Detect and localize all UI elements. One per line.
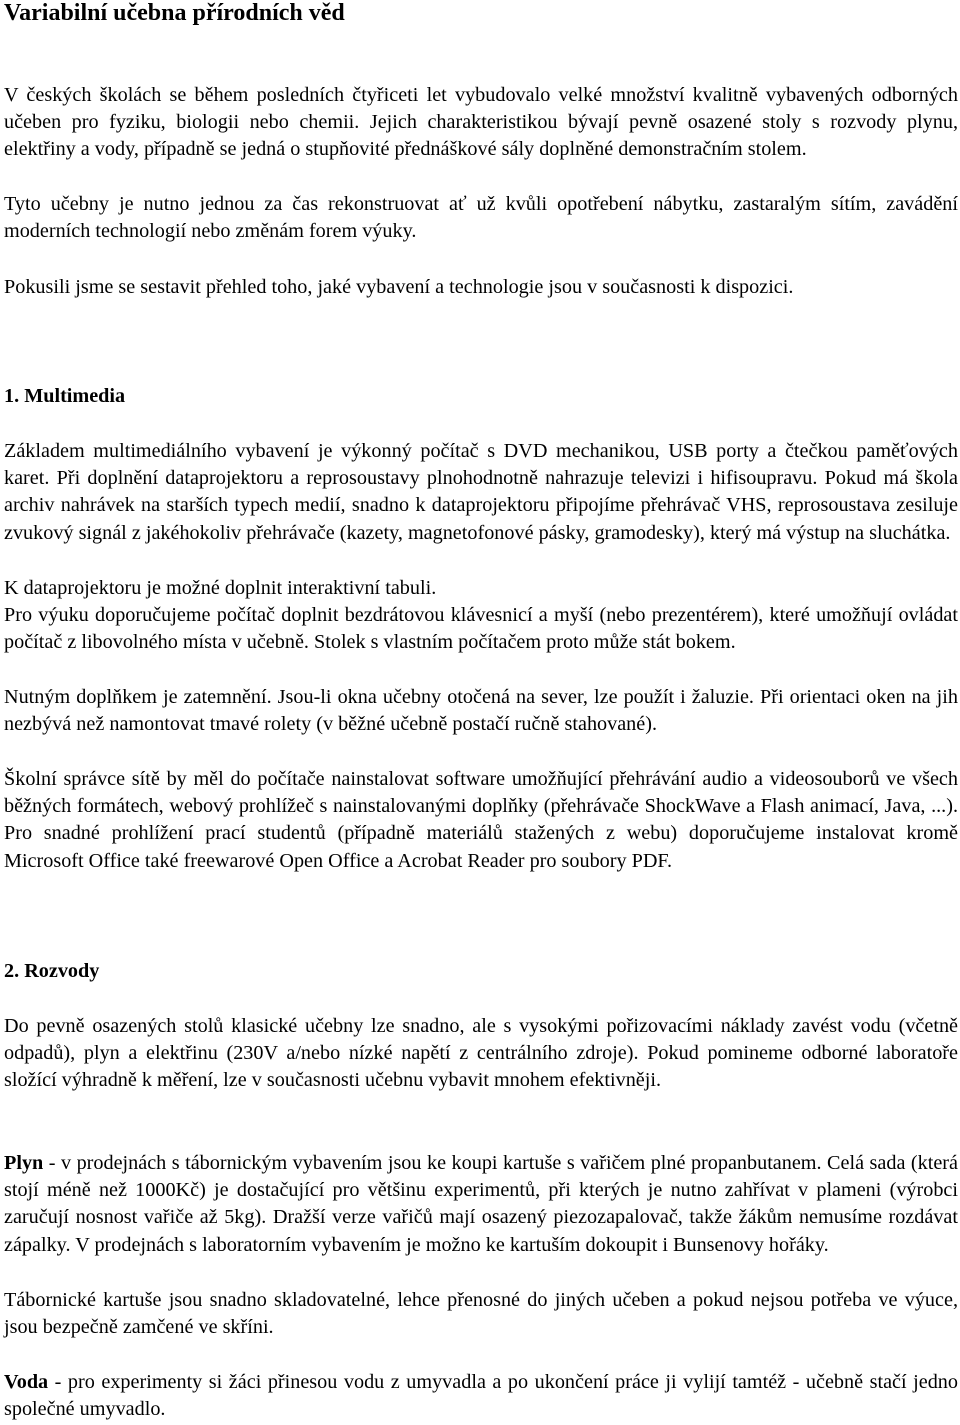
multimedia-paragraph-2: K dataprojektoru je možné doplnit interaktivní tabuli. [4, 577, 437, 599]
plyn-paragraph [4, 1150, 958, 1259]
rozvody-paragraph-1: Do pevně osazených stolů klasické učebny lze snadno, ale s vysokými pořizovacími náklady zavést vodu (včetně odpadů), plyn a elektřinu (230V a/nebo nízké napětí z centrálního zdroje). Pokud pomineme odborné laboratoře složící výhradně k měření, lze v současnosti učebnu vybavit mnohem efektivněji. [4, 1015, 958, 1092]
section-heading-multimedia: 1. Multimedia [4, 385, 126, 407]
voda-paragraph [4, 1369, 958, 1423]
voda-term: Voda [4, 1371, 49, 1393]
multimedia-paragraph-4: Nutným doplňkem je zatemnění. Jsou-li okna učebny otočená na sever, lze použít i žaluzie. Při orientaci oken na jih nezbývá než namontovat tmavé rolety (v běžné učebně postačí ručně stahované). [4, 686, 958, 736]
intro-paragraph-2: Tyto učebny je nutno jednou za čas rekonstruovat ať už kvůli opotřebení nábytku, zastaralým sítím, zavádění moderních technologií nebo změnám forem výuky. [4, 193, 958, 243]
plyn-term: Plyn [4, 1152, 44, 1174]
page-title: Variabilní učebna přírodních věd [4, 0, 345, 26]
plyn-paragraph-2: Tábornické kartuše jsou snadno skladovatelné, lehce přenosné do jiných učeben a pokud nejsou potřeba ve výuce, jsou bezpečně zamčené ve skříni. [4, 1289, 958, 1339]
voda-text: - pro experimenty si žáci přinesou vodu z umyvadla a po ukončení práce ji vylijí tamtéž - učebně stačí jedno společné umyvadlo. [4, 1371, 958, 1421]
multimedia-paragraph-3: Pro výuku doporučujeme počítač doplnit bezdrátovou klávesnicí a myší (nebo prezentérem), které umožňují ovládat počítač z libovolného místa v učebně. Stolek s vlastním počítačem proto může stát bokem. [4, 604, 958, 654]
plyn-text: - v prodejnách s tábornickým vybavením jsou ke koupi kartuše s vařičem plné propanbutanem. Celá sada (která stojí méně než 1000Kč) je dostačující pro většinu experimentů, při kterých je nutno zahřívat v plameni (výrobci zaručují nosnost vařiče až 5kg). Dražší verze vařičů mají osazený piezozapalovač, takže žákům nemusíme rozdávat zápalky. V prodejnách s laboratorním vybavením je možno ke kartuším dokoupit i Bunsenovy hořáky. [4, 1152, 958, 1256]
multimedia-paragraph-1: Základem multimediálního vybavení je výkonný počítač s DVD mechanikou, USB porty a čtečkou paměťových karet. Při doplnění dataprojektoru a reprosoustavy plnohodnotně nahrazuje televizi i hifisoupravu. Pokud má škola archiv nahrávek na starších typech medií, snadno k dataprojektoru připojíme přehrávač VHS, reprosoustava zesiluje zvukový signál z jakéhokoliv přehrávače (kazety, magnetofonové pásky, gramodesky), který má výstup na sluchátka. [4, 440, 958, 544]
multimedia-paragraph-5: Školní správce sítě by měl do počítače nainstalovat software umožňující přehrávání audio a videosouborů ve všech běžných formátech, webový prohlížeč s nainstalovanými doplňky (přehrávače ShockWave a Flash animací, Java, ...). Pro snadné prohlížení prací studentů (případně materiálů stažených z webu) doporučujeme instalovat kromě Microsoft Office také freewarové Open Office a Acrobat Reader pro soubory PDF. [4, 768, 958, 872]
intro-paragraph-3: Pokusili jsme se sestavit přehled toho, jaké vybavení a technologie jsou v současnosti k dispozici. [4, 276, 794, 298]
section-heading-rozvody: 2. Rozvody [4, 960, 100, 982]
intro-paragraph-1: V českých školách se během posledních čtyřiceti let vybudovalo velké množství kvalitně vybavených odborných učeben pro fyziku, biologii nebo chemii. Jejich charakteristikou bývají pevně osazené stoly s rozvody plynu, elektřiny a vody, případně se jedná o stupňovité přednáškové sály doplněné demonstračním stolem. [4, 84, 958, 161]
